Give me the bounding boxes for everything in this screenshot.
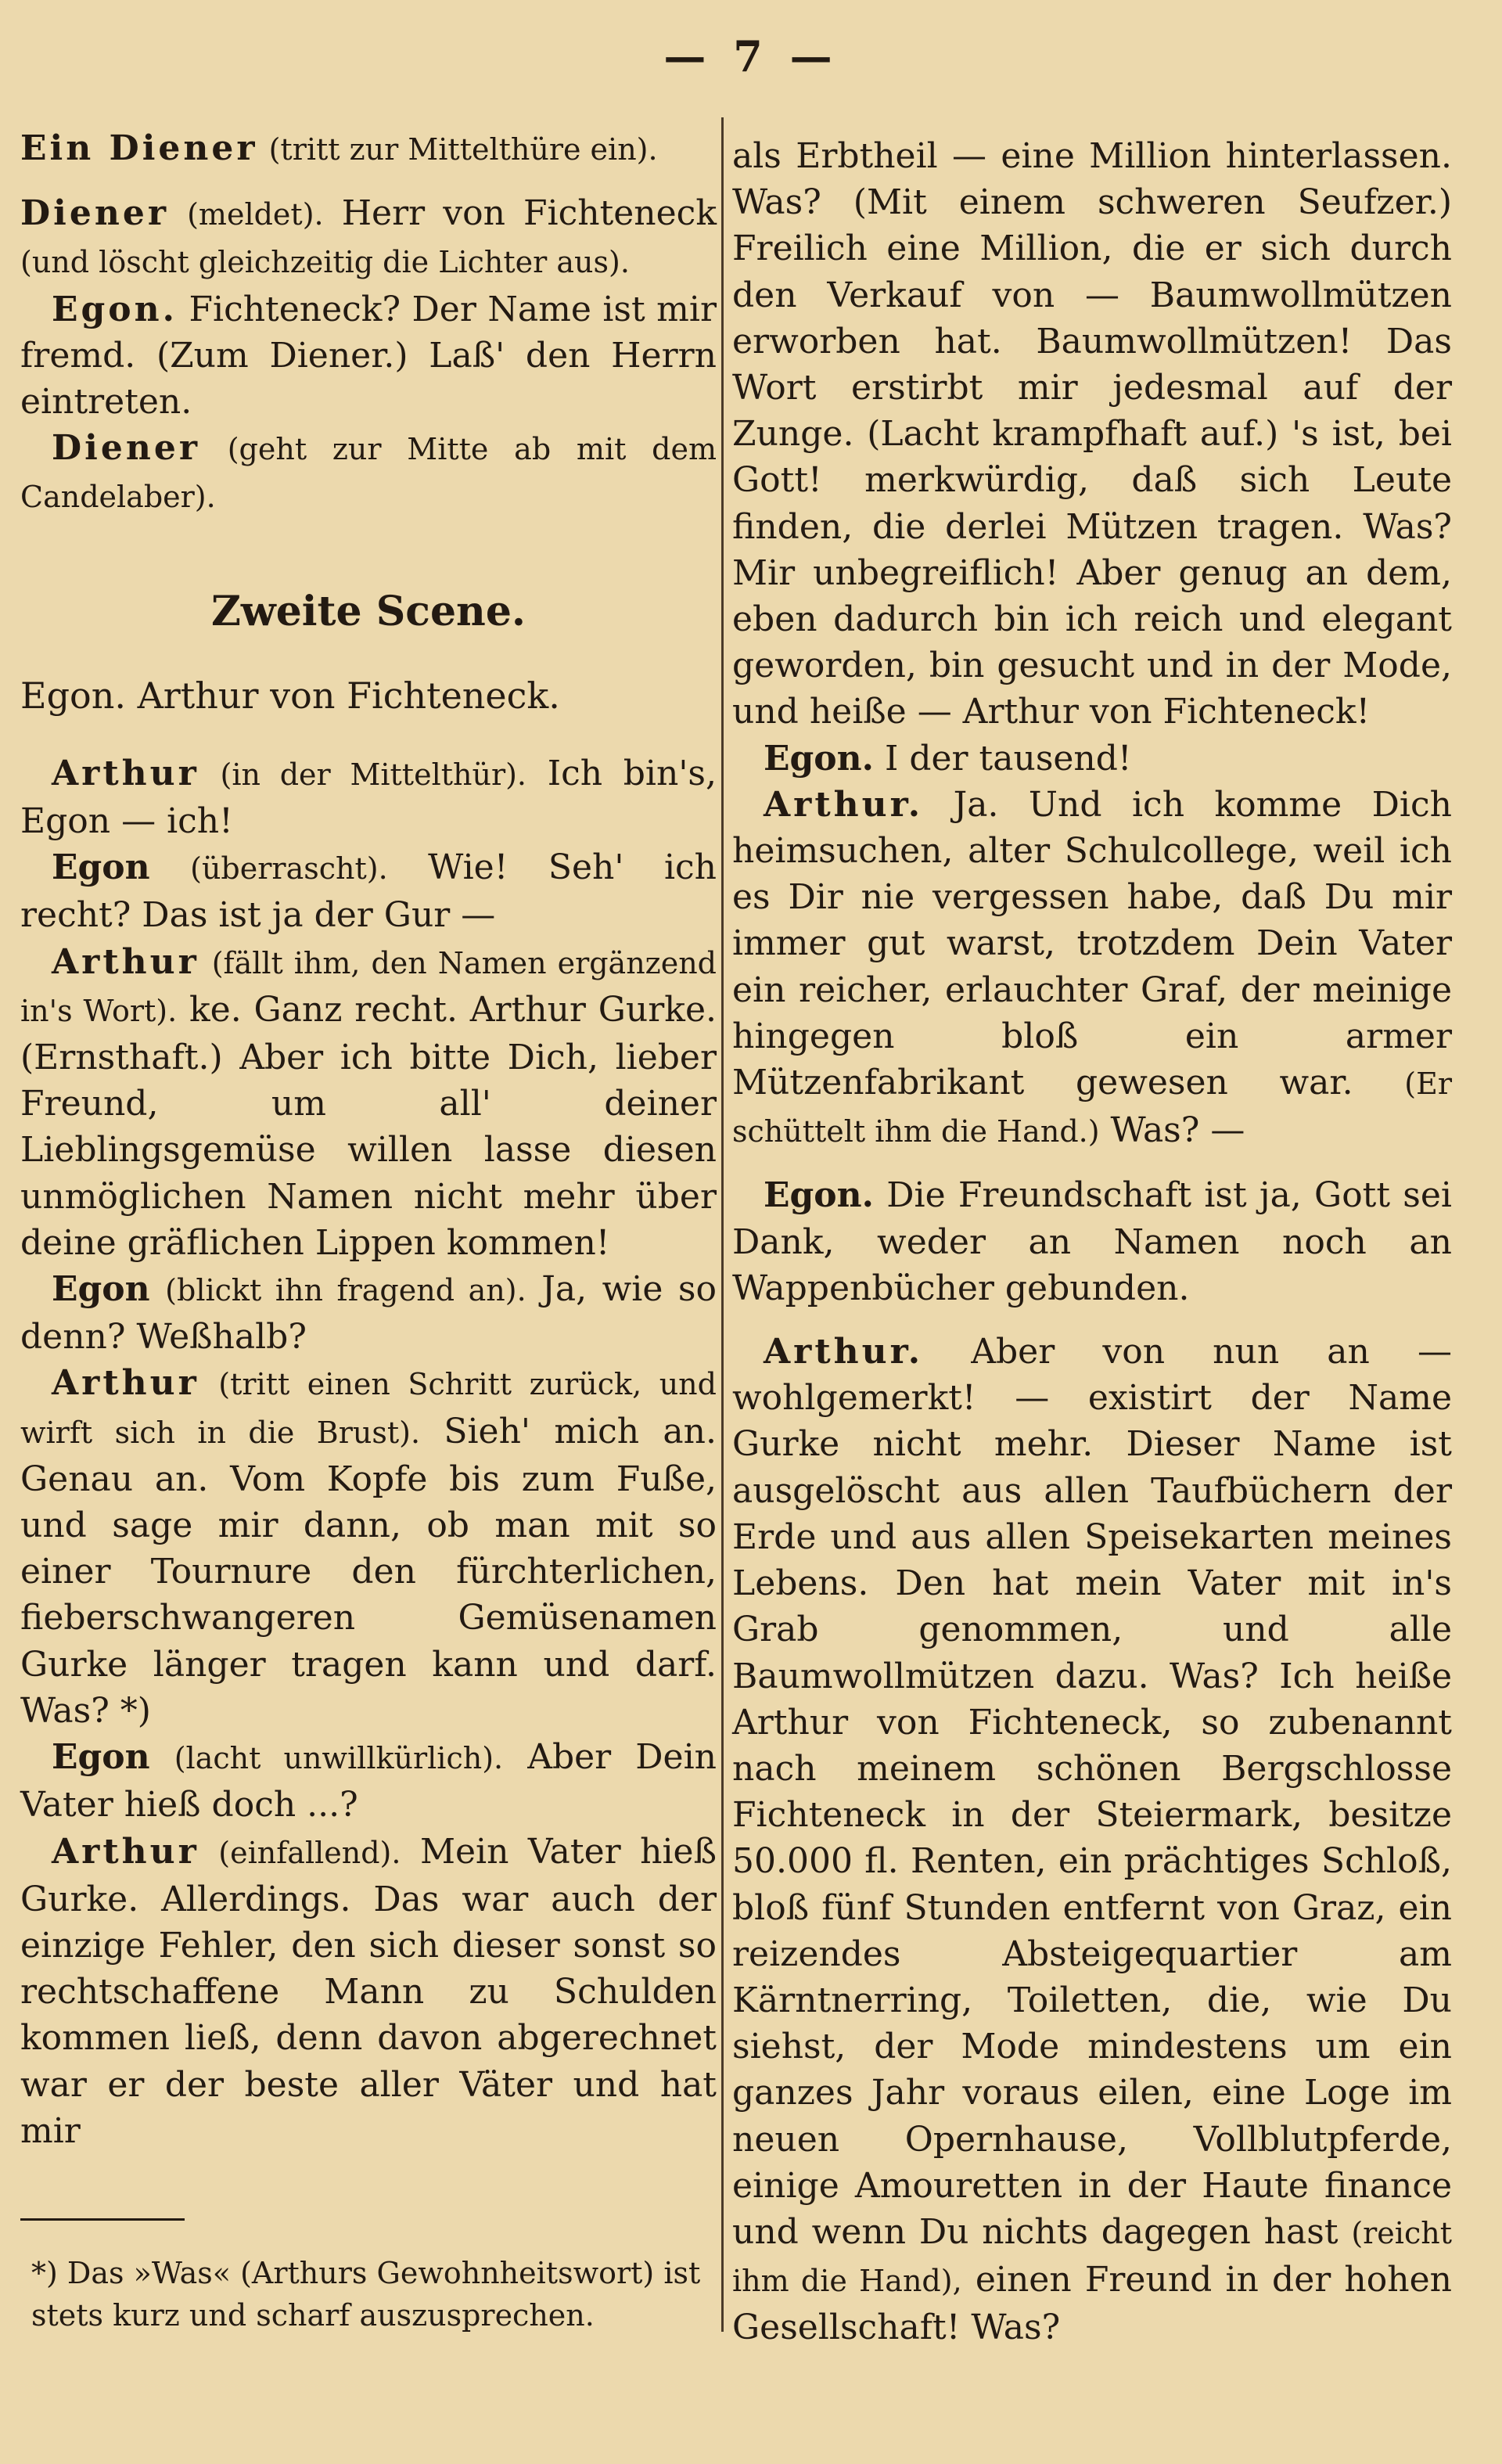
- dialogue-line: Diener (geht zur Mitte ab mit dem Candelaber).: [20, 428, 717, 515]
- dialogue-line: Egon. I der tausend!: [764, 738, 1132, 779]
- column-divider: [721, 117, 724, 2332]
- dialogue-continuation: als Erbtheil — eine Million hinterlassen. Was? (Mit einem schweren Seufzer.) Freilich eine Million, die er sich durch den Verkauf von — Baumwollmützen erworben hat. Baumwollmützen! Das Wort erstirbt mir jedesmal auf der Zunge. (Lacht krampfhaft auf.) 's ist, bei Gott! merkwürdig, daß sich Leute finden, die derlei Mützen tragen. Was? Mir unbegreiflich! Aber genug an dem, eben dadurch bin ich reich und elegant geworden, bin gesucht und in der Mode, und heiße — Arthur von Fichteneck!: [732, 136, 1452, 732]
- dialogue-line: Diener (meldet). Herr von Fichteneck (und löscht gleichzeitig die Lichter aus).: [20, 193, 717, 280]
- dialogue-line: Arthur. Ja. Und ich komme Dich heimsuchen, alter Schulcollege, weil ich es Dir nie vergessen habe, daß Du mir immer gut warst, trotzdem Dein Vater ein reicher, erlauchter Graf, der meinige hingegen bloß ein armer Mützenfabrikant gewesen war. (Er schüttelt ihm die Hand.) Was? —: [732, 784, 1452, 1151]
- dialogue-line: Arthur. Aber von nun an — wohlgemerkt! — existirt der Name Gurke nicht mehr. Dieser Name ist ausgelöscht aus allen Taufbüchern der Erde und aus allen Speisekarten meines Lebens. Den hat mein Vater mit in's Grab genommen, und alle Baumwollmützen dazu. Was? Ich heiße Arthur von Fichteneck, so zubenannt nach meinem schönen Bergschlosse Fichteneck in der Steiermark, besitze 50.000 fl. Renten, ein prächtiges Schloß, bloß fünf Stunden entfernt von Graz, ein reizendes Absteigequartier am Kärntnerring, Toiletten, die, wie Du siehst, der Mode mindestens um ein ganzes Jahr voraus eilen, eine Loge im neuen Opernhause, Vollblutpferde, einige Amouretten in der Haute finance und wenn Du nichts dagegen hast (reicht ihm die Hand), einen Freund in der hohen Gesellschaft! Was?: [732, 1332, 1452, 2348]
- dialogue-line: Egon (blickt ihn fragend an). Ja, wie so denn? Weßhalb?: [20, 1269, 717, 1358]
- dialogue-line: Egon (überrascht). Wie! Seh' ich recht? Das ist ja der Gur —: [20, 847, 717, 936]
- dialogue-line: Arthur (tritt einen Schritt zurück, und wirft sich in die Brust). Sieh' mich an. Genau an. Vom Kopfe bis zum Fuße, und sage mir dann, ob man mit so einer Tournure den fürchterlichen, fieberschwangeren Gemüsenamen Gurke länger tragen kann und darf. Was? *): [20, 1363, 717, 1731]
- dialogue-line: Egon (lacht unwillkürlich). Aber Dein Vater hieß doch ...?: [20, 1737, 717, 1826]
- footnote: *) Das »Was« (Arthurs Gewohnheitswort) ist stets kurz und scharf auszusprechen.: [31, 2256, 701, 2333]
- dialogue-line: Arthur (fällt ihm, den Namen ergänzend in's Wort). ke. Ganz recht. Arthur Gurke. (Ernsthaft.) Aber ich bitte Dich, lieber Freund, um all' deiner Lieblingsgemüse willen lasse diesen unmöglichen Namen nicht mehr über deine gräflichen Lippen kommen!: [20, 941, 717, 1263]
- dialogue-line: Arthur (in der Mittelthür). Ich bin's, Egon — ich!: [20, 753, 717, 842]
- right-column: [732, 133, 1452, 2351]
- cast-list: Egon. Arthur von Fichteneck.: [20, 674, 560, 717]
- dialogue-line: Arthur (einfallend). Mein Vater hieß Gurke. Allerdings. Das war auch der einzige Fehler, den sich dieser sonst so rechtschaffene Mann zu Schulden kommen ließ, denn davon abgerechnet war er der beste aller Väter und hat mir: [20, 1831, 717, 2151]
- stage-entry: Ein Diener (tritt zur Mittelthüre ein).: [20, 128, 658, 168]
- left-column: [20, 125, 717, 2154]
- dialogue-line: Egon. Die Freundschaft ist ja, Gott sei Dank, weder an Namen noch an Wappenbücher gebunden.: [732, 1175, 1452, 1308]
- dialogue-line: Egon. Fichteneck? Der Name ist mir fremd. (Zum Diener.) Laß' den Herrn eintreten.: [20, 289, 717, 423]
- scene-title: Zweite Scene.: [210, 587, 526, 635]
- page-number: — 7 —: [663, 31, 839, 81]
- footnote-rule: [20, 2218, 185, 2221]
